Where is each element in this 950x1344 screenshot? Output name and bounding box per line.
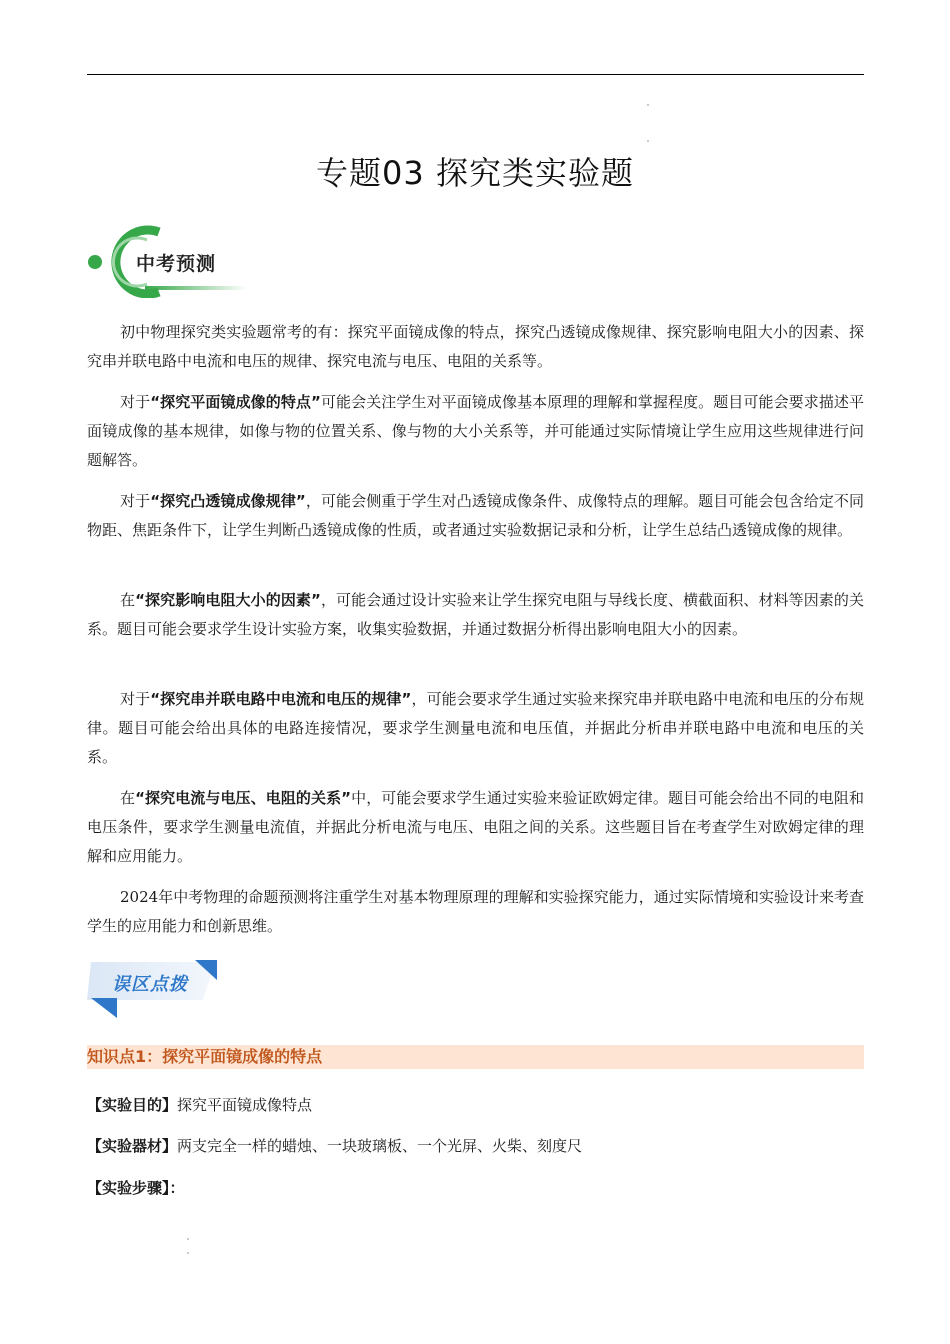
speck — [187, 1252, 189, 1254]
paragraph-plane-mirror: 对于“探究平面镜成像的特点”可能会关注学生对平面镜成像基本原理的理解和掌握程度。题目可能会要求描述平面镜成像的基本规律，如像与物的位置关系、像与物的大小关系等，并可能通过实际情境让学生应用这些规律进行问题解答。 — [87, 393, 865, 469]
header-rule — [87, 74, 864, 75]
experiment-equipment: 【实验器材】两支完全一样的蜡烛、一块玻璃板、一个光屏、火柴、刻度尺 — [87, 1137, 583, 1155]
paragraph-ohms-law: 在“探究电流与电压、电阻的关系”中，可能会要求学生通过实验来验证欧姆定律。题目可能会给出不同的电阻和电压条件，要求学生测量电流值，并据此分析电流与电压、电阻之间的关系。这些题目旨在考查学生对欧姆定律的理解和应用能力。 — [87, 789, 864, 865]
paragraph-resistance: 在“探究影响电阻大小的因素”，可能会通过设计实验来让学生探究电阻与导线长度、横截面积、材料等因素的关系。题目可能会要求学生设计实验方案，收集实验数据，并通过数据分析得出影响电阻大小的因素。 — [87, 591, 864, 638]
intro-paragraph: 初中物理探究类实验题常考的有：探究平面镜成像的特点，探究凸透镜成像规律、探究影响电阻大小的因素、探究串并联电路中电流和电压的规律、探究电流与电压、电阻的关系等。 — [87, 323, 864, 370]
speck — [647, 104, 649, 106]
speck — [647, 140, 649, 142]
closing-paragraph: 2024年中考物理的命题预测将注重学生对基本物理原理的理解和实验探究能力，通过实际情境和实验设计来考查学生的应用能力和创新思维。 — [87, 888, 864, 935]
experiment-steps: 【实验步骤】： — [87, 1179, 185, 1197]
speck — [187, 1238, 189, 1240]
paragraph-convex-lens: 对于“探究凸透镜成像规律”，可能会侧重于学生对凸透镜成像条件、成像特点的理解。题目可能会包含给定不同物距、焦距条件下，让学生判断凸透镜成像的性质，或者通过实验数据记录和分析，让学生总结凸透镜成像的规律。 — [87, 492, 864, 539]
page-title: 专题03 探究类实验题 — [316, 154, 634, 192]
prediction-badge-label: 中考预测 — [136, 253, 217, 275]
paragraph-series-parallel: 对于“探究串并联电路中电流和电压的规律”，可能会要求学生通过实验来探究串并联电路中电流和电压的分布规律。题目可能会给出具体的电路连接情况，要求学生测量电流和电压值，并据此分析串并联电路中电流和电压的关系。 — [87, 690, 864, 766]
experiment-purpose: 【实验目的】探究平面镜成像特点 — [87, 1096, 313, 1114]
error-zone-badge-label: 误区点拨 — [112, 974, 188, 995]
knowledge-point-heading: 知识点1：探究平面镜成像的特点 — [87, 1045, 864, 1069]
